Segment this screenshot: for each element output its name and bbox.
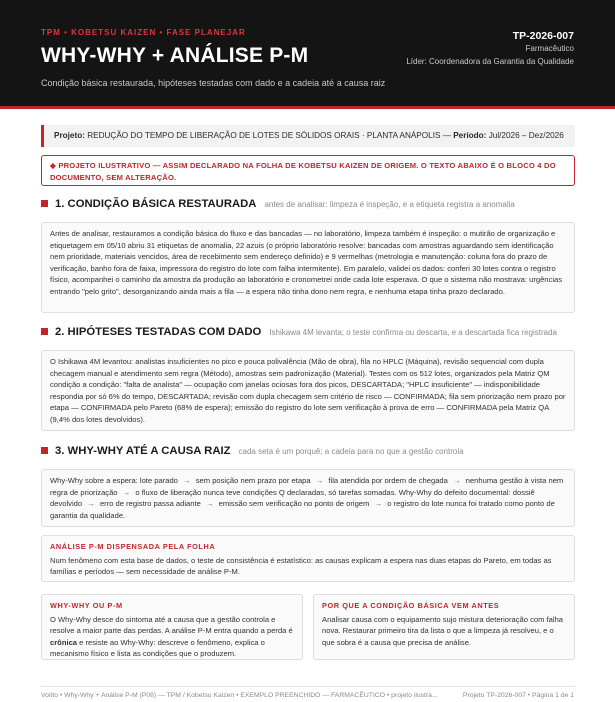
arrow-right-icon: → bbox=[122, 487, 131, 497]
page-subtitle: Condição básica restaurada, hipóteses testadas com dado e a cadeia até a causa raiz bbox=[41, 78, 386, 88]
section-2-note: Ishikawa 4M levanta; o teste confirma ou descarta, e a descartada fica registrada bbox=[269, 328, 558, 337]
why-chain-step: o registro do lote nunca foi tratado como ponto de garantia da qualidade. bbox=[50, 499, 555, 520]
arrow-right-icon: → bbox=[87, 499, 95, 509]
section-3-title: 3. WHY-WHY ATÉ A CAUSA RAIZ bbox=[55, 445, 231, 457]
section-1-card bbox=[41, 222, 575, 313]
footer-divider bbox=[41, 686, 575, 687]
document-sector: Farmacêutico bbox=[525, 44, 574, 53]
document-leader: Líder: Coordenadora da Garantia da Qualidade bbox=[406, 57, 574, 66]
why-or-pm-title: WHY-WHY OU P-M bbox=[50, 601, 123, 610]
page-title: WHY-WHY + ANÁLISE P-M bbox=[41, 44, 309, 67]
why-chain-card bbox=[41, 469, 575, 527]
period-value: Jul/2026 – Dez/2026 bbox=[488, 131, 564, 140]
project-value: REDUÇÃO DO TEMPO DE LIBERAÇÃO DE LOTES DE SÓLIDOS ORAIS · PLANTA ANÁPOLIS — bbox=[87, 131, 451, 140]
section-marker-icon bbox=[41, 200, 48, 207]
why-or-pm-body: O Why-Why desce do sintoma até a causa que a gestão controla e resolve a maior parte das perdas. A análise P-M entra quando a perda é crônica e resiste ao Why-Why: descreve o fenômeno, explica o mecanismo físico e lista as condições que o produzem. bbox=[50, 614, 293, 659]
section-1-heading bbox=[41, 198, 515, 210]
section-2-body: O Ishikawa 4M levantou: analistas insuficientes no pico e pouca polivalência (Mão de obra), fila no HPLC (Máquina), revisão sequencial com dupla checagem manual e atendimento sem regra (Método), amostras sem padronização (Material). Testes com os 512 lotes, organizados pela Matriz QM condição a condição: "falta de analista" — ocupação com janelas ociosas fora dos picos, DESCARTADA; "HPLC insuficiente" — indisponibilidade respondia por só 6% do tempo, DESCARTADA; revisão com dupla checagem sem critério de risco — CONFIRMADA; fila sem priorização nem prazo por etapa — CONFIRMADA pelo Pareto (68% de espera); emissão do registro do lote sem verificação à prova de erro — CONFIRMADA pela Matriz QA (9,4% dos lotes devolvidos). bbox=[50, 357, 566, 424]
project-bar bbox=[41, 125, 575, 147]
section-1-body: Antes de analisar, restauramos a condição básica do fluxo e das bancadas — no laboratório, limpeza também é inspeção: o mutirão de organização e etiquetagem em 05/10 abriu 31 etiquetas de anomalia, 22 azuis (o próprio laboratório resolve: bancadas com amostras aguardando sem identificação nem prioridade, materiais vencidos, área de recebimento sem endereço definido) e 9 vermelhas (metrologia e manutenção: coluna fora do prazo de verificação, banho fora de faixa, impressora do registro do lote com falha intermitente). Em paralelo, validei os dados: conferi 30 lotes contra o registro físico, acompanhei o caminho da amostra da produção ao laboratório e cronometrei onde cada lote esperava. O que o sistema não mostrava: urgências entrando "pelo grito", desorganizando ainda mais a fila — a espera não tinha dono nem regra, e nenhuma etapa tinha prazo declarado. bbox=[50, 229, 563, 296]
arrow-right-icon: → bbox=[205, 499, 214, 509]
arrow-right-icon: → bbox=[315, 476, 324, 485]
why-chain-step: o fluxo de liberação nunca teve condições Q declaradas, só tarefas somadas. Why-Why do defeito documental: dossiê devolvido bbox=[50, 487, 535, 509]
project-label: Projeto: bbox=[54, 131, 85, 140]
section-1-title: 1. CONDIÇÃO BÁSICA RESTAURADA bbox=[55, 198, 257, 210]
why-or-pm-card bbox=[41, 594, 303, 660]
document-id: TP-2026-007 bbox=[512, 30, 574, 42]
period-label: Período: bbox=[453, 131, 487, 140]
section-2-card bbox=[41, 350, 575, 431]
illustrative-notice: ◆ PROJETO ILUSTRATIVO — ASSIM DECLARADO NA FOLHA DE KOBETSU KAIZEN DE ORIGEM. O TEXTO ABAIXO É O BLOCO 4 DO DOCUMENTO, SEM ALTERAÇÃO. bbox=[41, 155, 575, 186]
why-chain-step: emissão sem verificação no ponto de origem bbox=[218, 499, 370, 509]
section-3-heading bbox=[41, 445, 464, 457]
why-chain-step: nenhuma gestão à vista nem regra de priorização bbox=[50, 476, 564, 497]
why-chain-step: erro de registro passa adiante bbox=[99, 499, 201, 509]
why-chain-step: fila atendida por ordem de chegada bbox=[328, 476, 448, 485]
pm-dispensed-card bbox=[41, 535, 575, 582]
why-basic-first-body: Analisar causa com o equipamento sujo mistura deterioração com falha nova. Restaurar primeiro tira da lista o que a limpeza já resolveu, e o que sobra é a causa que precisa de análise. bbox=[322, 614, 564, 647]
footer-page: Projeto TP-2026-007 • Página 1 de 1 bbox=[462, 692, 574, 699]
why-basic-first-title: POR QUE A CONDIÇÃO BÁSICA VEM ANTES bbox=[322, 601, 500, 610]
section-marker-icon bbox=[41, 328, 48, 335]
pm-dispensed-body: Num fenômeno com esta base de dados, o teste de consistência é estatístico: as causas explicam a espera nas duas etapas do Pareto, em todas as famílias e períodos — sem necessidade de análise P-M. bbox=[50, 555, 552, 577]
section-marker-icon bbox=[41, 447, 48, 454]
why-chain-intro: Why-Why sobre a espera: lote parado bbox=[50, 476, 178, 485]
arrow-right-icon: → bbox=[453, 476, 461, 485]
pm-dispensed-title: ANÁLISE P-M DISPENSADA PELA FOLHA bbox=[50, 542, 216, 551]
arrow-right-icon: → bbox=[183, 476, 191, 485]
section-2-title: 2. HIPÓTESES TESTADAS COM DADO bbox=[55, 326, 262, 338]
page-header bbox=[0, 0, 615, 106]
why-chain-step: sem posição nem prazo por etapa bbox=[195, 476, 311, 485]
why-basic-first-card bbox=[313, 594, 575, 660]
arrow-right-icon: → bbox=[374, 499, 383, 509]
section-1-note: antes de analisar: limpeza é inspeção, e a etiqueta registra a anomalia bbox=[264, 200, 515, 209]
section-3-note: cada seta é um porquê; a cadeia para no que a gestão controla bbox=[238, 447, 464, 456]
footer-source: Voitto • Why-Why + Análise P-M (P08) — TPM / Kobetsu Kaizen • EXEMPLO PREENCHIDO — FARMACÊUTICO • projeto ilustra... bbox=[41, 692, 438, 699]
section-2-heading bbox=[41, 326, 557, 338]
header-eyebrow: TPM • KOBETSU KAIZEN • FASE PLANEJAR bbox=[41, 28, 246, 37]
header-divider bbox=[0, 106, 615, 109]
